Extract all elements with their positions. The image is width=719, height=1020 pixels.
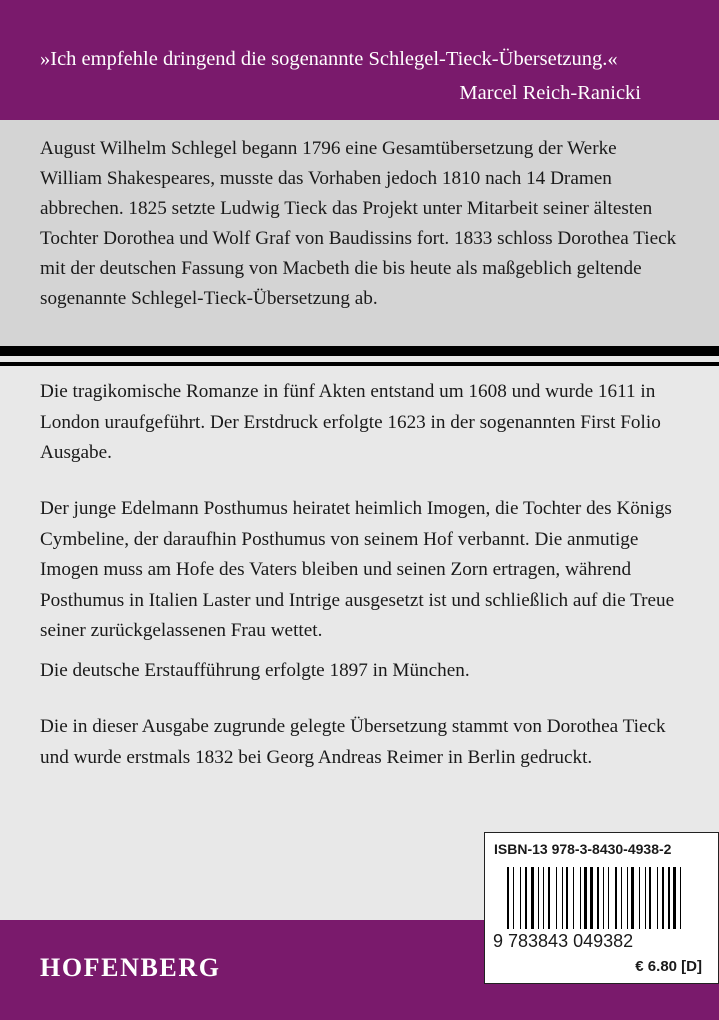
barcode-bar [627,867,628,929]
price-text: € 6.80 [D] [635,958,702,975]
isbn-text: ISBN-13 978-3-8430-4938-2 [494,841,672,857]
intro-paragraph: August Wilhelm Schlegel begann 1796 eine Gesamtübersetzung der Werke William Shakespeares, musste das Vorhaben jedoch 1810 nach 14 Dramen abbrechen. 1825 setzte Ludwig Tieck das Projekt unter Mitarbeit seiner ältesten Tochter Dorothea und Wolf Graf von Baudissins fort. 1833 schloss Dorothea Tieck mit der deutschen Fassung von Macbeth die bis heute als maßgeblich geltende sogenannte Schlegel-Tieck-Übersetzung ab. [40,138,677,309]
barcode-bar [507,867,509,929]
barcode-bars [507,867,707,929]
barcode-bar [649,867,651,929]
barcode-bar [657,867,658,929]
description-paragraph: Der junge Edelmann Posthumus heiratet heimlich Imogen, die Tochter des Königs Cymbeline, der daraufhin Posthumus von seinem Hof verbannt. Die anmutige Imogen muss am Hofe des Vaters bleiben und seinen Zorn ertragen, während Posthumus in Italien Laster und Intrige ausgesetzt ist und schließlich auf die Treue seiner zurückgelassenen Frau wettet. [40,498,675,641]
barcode-bar [556,867,557,929]
barcode-bar [573,867,574,929]
barcode-bar [566,867,568,929]
barcode-bar [668,867,670,929]
barcode-bar [548,867,550,929]
barcode-bar [597,867,599,929]
description-paragraph: Die tragikomische Romanze in fünf Akten entstand um 1608 und wurde 1611 in London uraufgeführt. Der Erstdruck erfolgte 1623 in der sogenannten First Folio Ausgabe. [40,381,661,463]
barcode-bar [673,867,676,929]
barcode-bar [621,867,622,929]
barcode-bar [531,867,534,929]
barcode-bar [608,867,609,929]
quote-band [0,0,719,120]
intro-section [0,120,719,346]
quote-text: »Ich empfehle dringend die sogenannte Schlegel-Tieck-Übersetzung.« [40,48,618,70]
barcode-bar [525,867,527,929]
barcode-bar [662,867,664,929]
barcode-digits: 9 783843 049382 [493,931,634,951]
description-paragraph: Die in dieser Ausgabe zugrunde gelegte Übersetzung stammt von Dorothea Tieck und wurde erstmals 1832 bei Georg Andreas Reimer in Berlin gedruckt. [40,716,666,768]
publisher-logo: HOFENBERG [40,953,221,982]
barcode-bar [631,867,634,929]
barcode-bar [520,867,521,929]
description-paragraph: Die deutsche Erstaufführung erfolgte 1897 in München. [40,660,470,681]
barcode-bar [603,867,604,929]
barcode-bar [562,867,563,929]
barcode-bar [584,867,586,929]
barcode-bar [645,867,646,929]
barcode-bar [680,867,681,929]
barcode-bar [543,867,544,929]
barcode-bar [639,867,640,929]
barcode-bar [615,867,617,929]
barcode-bar [580,867,581,929]
barcode-bar [590,867,593,929]
barcode-label [484,832,719,984]
divider-thick [0,346,719,356]
quote-author: Marcel Reich-Ranicki [459,82,641,104]
barcode-bar [538,867,539,929]
barcode-bar [513,867,514,929]
